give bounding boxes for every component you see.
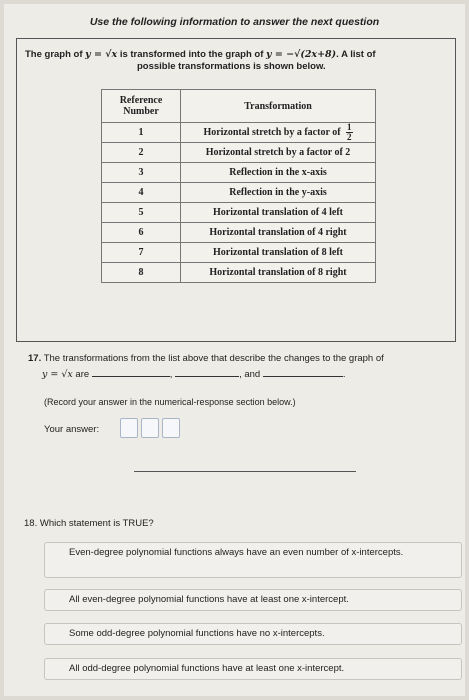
table-header-row (102, 90, 376, 123)
table-row (102, 183, 376, 203)
row-number: 8 (102, 263, 181, 283)
header-transformation: Transformation (181, 90, 376, 123)
option-a-label: Even-degree polynomial functions always have an even number of x-intercepts. (69, 547, 404, 558)
row-number: 6 (102, 223, 181, 243)
answer-digit-3-input[interactable] (162, 418, 180, 438)
info-header: Use the following information to answer the next question (89, 16, 380, 28)
intro-equation-transformed: y = −√(2x+8) (266, 49, 337, 60)
table-row (102, 143, 376, 163)
table-row (102, 243, 376, 263)
question-18-number: 18. (24, 518, 38, 529)
question-17-and: and (244, 369, 261, 380)
table-row (102, 223, 376, 243)
row-number: 2 (102, 143, 181, 163)
option-d[interactable] (44, 658, 462, 680)
intro-line2: possible transformations is shown below. (137, 61, 326, 72)
question-18-text: Which statement is TRUE? (39, 518, 154, 529)
question-17-number: 17. (28, 353, 42, 364)
table-row (102, 163, 376, 183)
question-17: 17. The transformations from the list above that describe the changes to the graph of y = √x are , , and . (28, 353, 384, 380)
row-number: 1 (102, 123, 181, 143)
answer-input-group (120, 418, 180, 438)
table-row (102, 203, 376, 223)
question-17-text: The transformations from the list above that describe the changes to the graph of (43, 353, 384, 364)
intro-suffix: . A list of (336, 49, 376, 60)
row-transformation: Horizontal translation of 4 left (181, 203, 376, 223)
intro-middle: is transformed into the graph of (119, 49, 264, 60)
option-b[interactable] (44, 589, 462, 611)
table-row (102, 123, 376, 143)
transformations-table (101, 89, 376, 283)
record-note: (Record your answer in the numerical-response section below.) (44, 397, 296, 407)
row-transformation: Horizontal translation of 8 left (181, 243, 376, 263)
option-c[interactable] (44, 623, 462, 645)
option-c-label: Some odd-degree polynomial functions have no x-intercepts. (69, 628, 325, 639)
answer-label: Your answer: (44, 424, 100, 435)
row-text: Horizontal stretch by a factor of (203, 126, 341, 138)
question-18 (24, 518, 154, 529)
fraction-numerator: 1 (347, 122, 352, 132)
information-box (16, 38, 456, 342)
row-number: 4 (102, 183, 181, 203)
row-number: 7 (102, 243, 181, 263)
header-reference-number: Reference Number (102, 90, 181, 123)
row-number: 5 (102, 203, 181, 223)
answer-underline (134, 471, 356, 472)
row-transformation: Reflection in the y-axis (181, 183, 376, 203)
question-17-equation: y = √x (42, 369, 73, 380)
row-transformation: Horizontal stretch by a factor of 2 (181, 143, 376, 163)
option-a[interactable] (44, 542, 462, 578)
fraction (346, 123, 353, 142)
intro-prefix: The graph of (25, 49, 83, 60)
blank-2 (175, 366, 239, 377)
document-page (4, 4, 465, 696)
row-transformation (181, 123, 376, 143)
intro-equation-original: y = √x (85, 49, 118, 60)
row-transformation: Horizontal translation of 4 right (181, 223, 376, 243)
answer-digit-2-input[interactable] (141, 418, 159, 438)
row-number: 3 (102, 163, 181, 183)
fraction-denominator: 2 (347, 132, 352, 142)
row-transformation: Horizontal translation of 8 right (181, 263, 376, 283)
row-transformation: Reflection in the x-axis (181, 163, 376, 183)
blank-3 (263, 366, 343, 377)
option-b-label: All even-degree polynomial functions have at least one x-intercept. (69, 594, 349, 605)
blank-1 (92, 366, 170, 377)
option-d-label: All odd-degree polynomial functions have at least one x-intercept. (69, 663, 345, 674)
answer-digit-1-input[interactable] (120, 418, 138, 438)
table-row (102, 263, 376, 283)
question-17-are: are (75, 369, 90, 380)
intro-text (25, 49, 449, 73)
